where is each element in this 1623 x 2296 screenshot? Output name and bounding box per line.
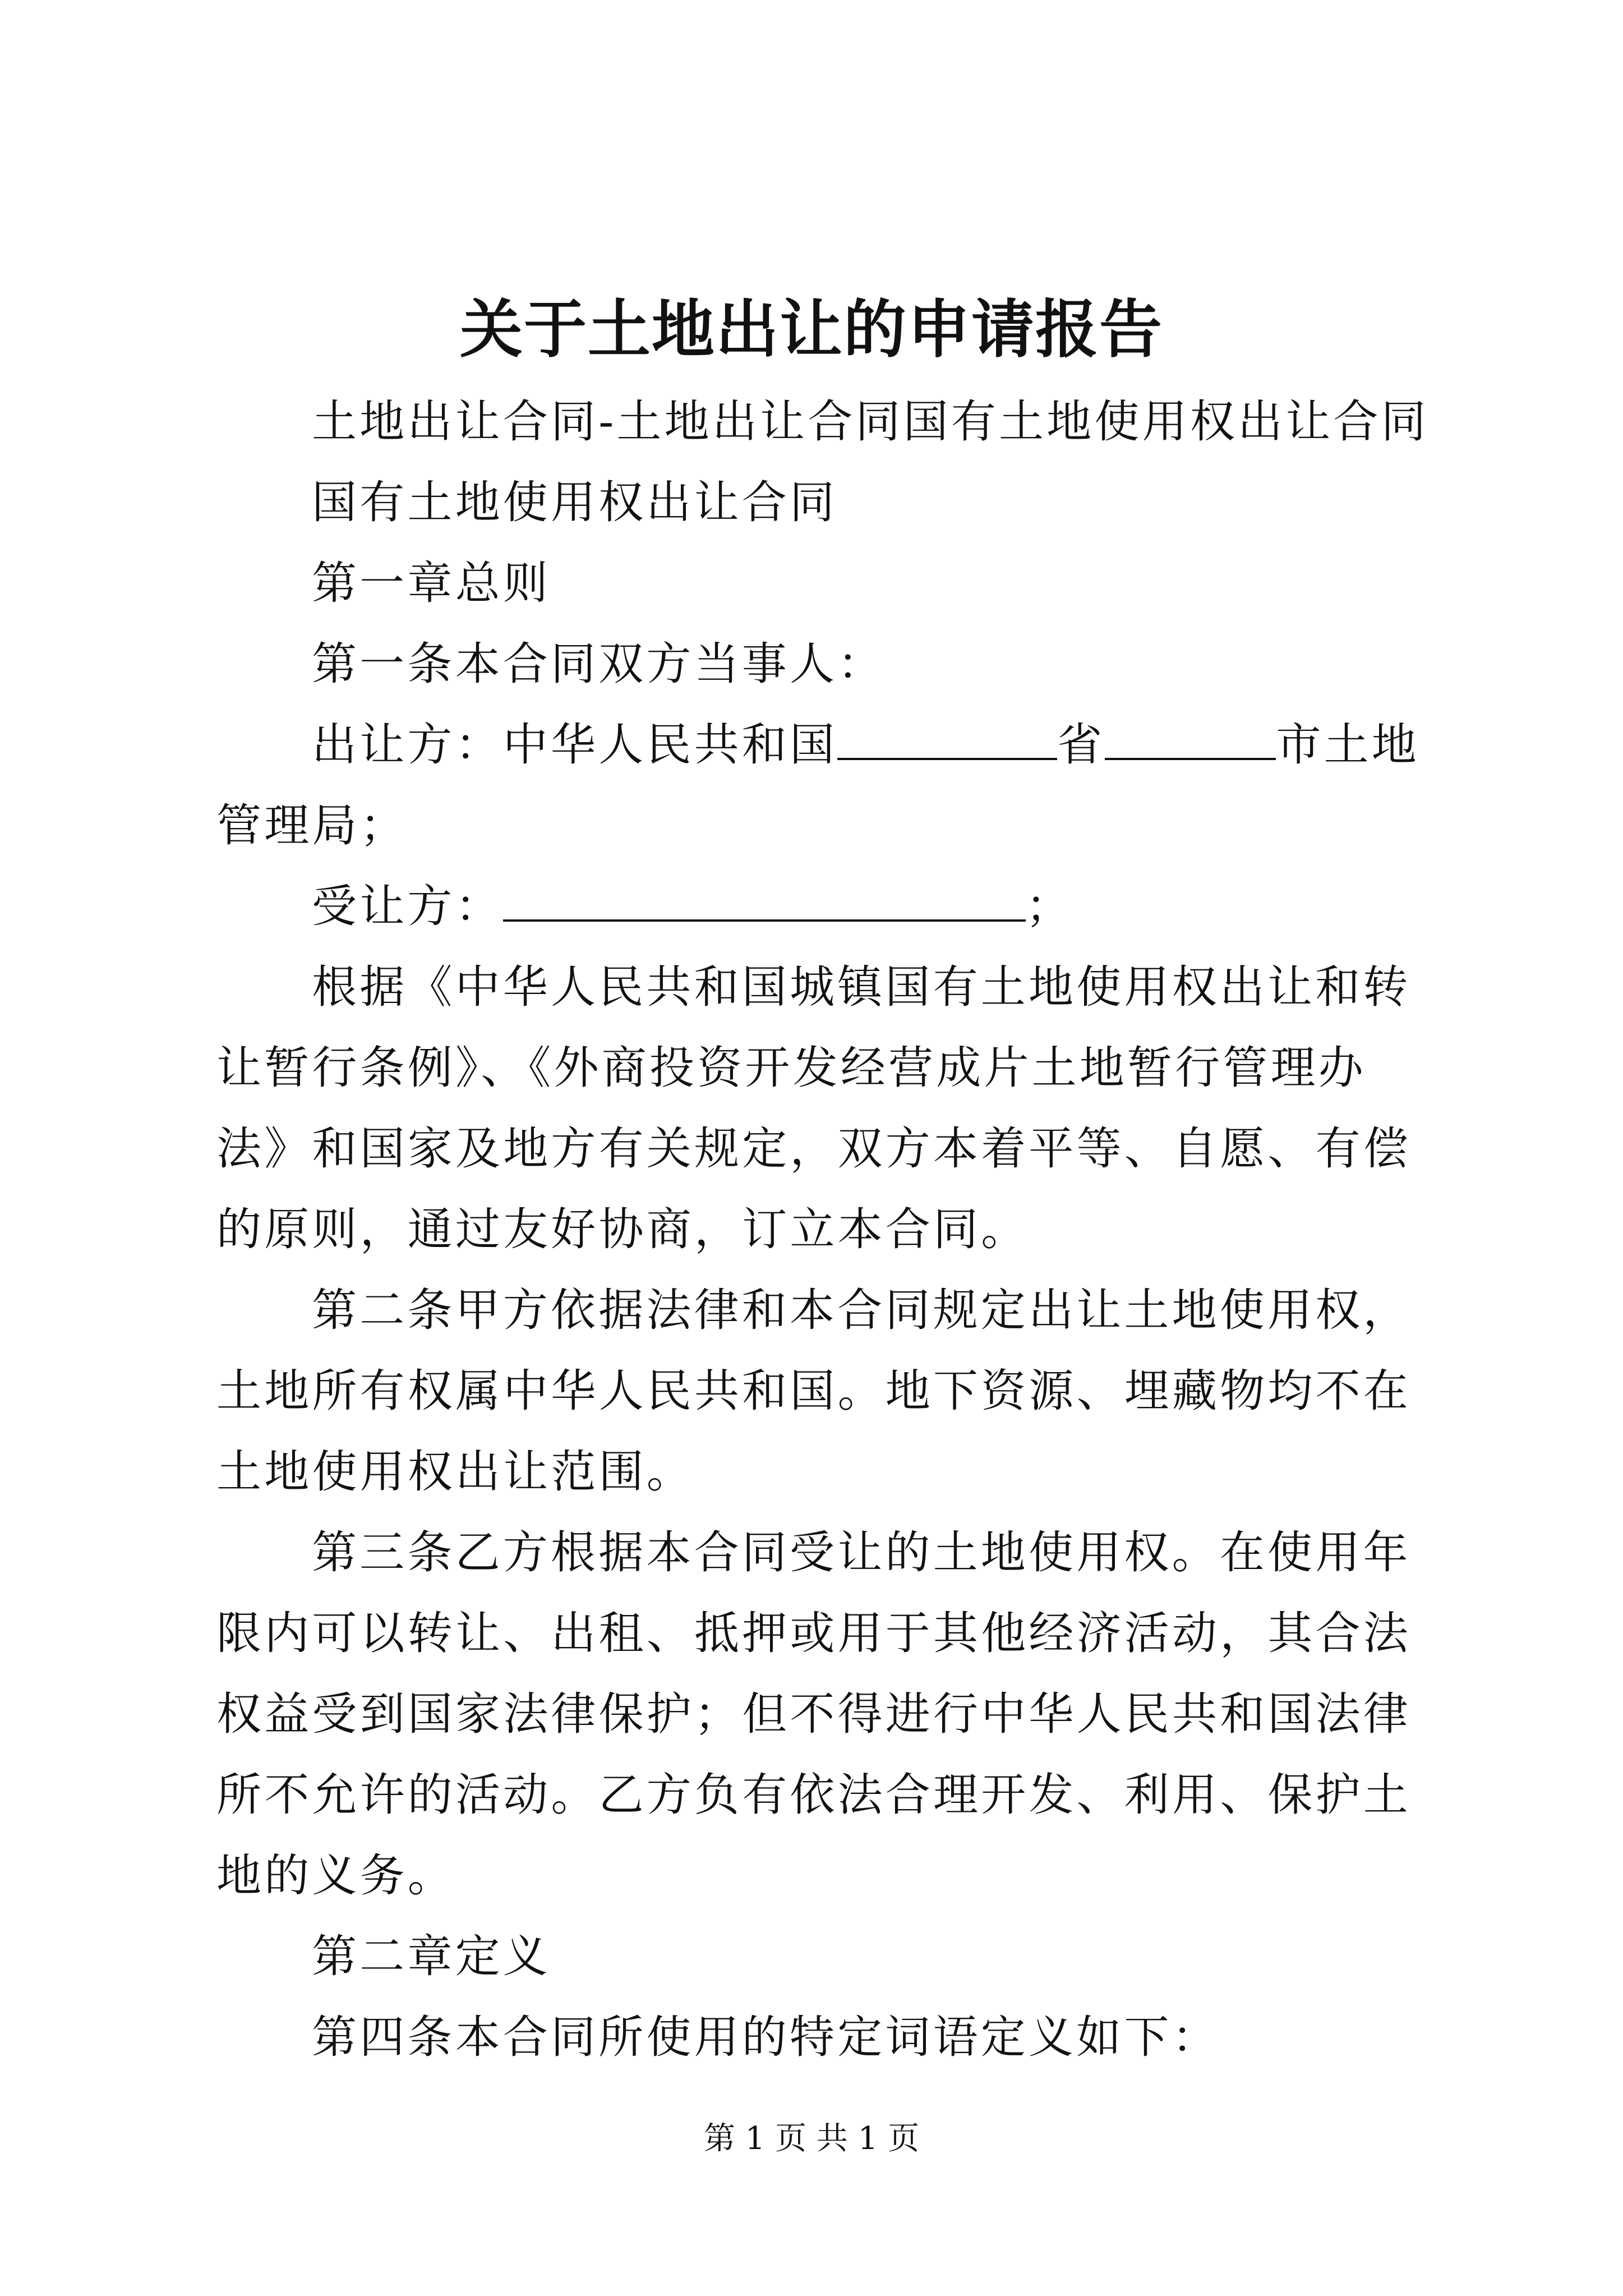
- article-3: 第三条乙方根据本合同受让的土地使用权。在使用年限内可以转让、出租、抵押或用于其他经济活动，其合法权益受到国家法律保护；但不得进行中华人民共和国法律所不允许的活动。乙方负有依法合理开发、利用、保护土地的义务。: [216, 1526, 1411, 1902]
- document-body: [216, 381, 1429, 2078]
- grantor-prefix: 出让方：中华人民共和国: [312, 719, 838, 771]
- grantee-suffix: ；: [1025, 880, 1074, 932]
- article-2: 第二条甲方依据法律和本合同规定出让土地使用权，土地所有权属中华人民共和国。地下资源、埋藏物均不在土地使用权出让范围。: [216, 1284, 1411, 1498]
- chapter-2-heading: 第二章定义: [312, 1930, 551, 1982]
- grantor-line: [216, 705, 1424, 866]
- province-blank: [837, 721, 1057, 760]
- chapter-1-heading: 第一章总则: [312, 557, 551, 609]
- grantor-province-label: 省: [1057, 719, 1105, 771]
- page-footer: 第 1 页 共 1 页: [703, 2120, 920, 2157]
- city-blank: [1105, 721, 1276, 760]
- basis-paragraph: 根据《中华人民共和国城镇国有土地使用权出让和转让暂行条例》、《外商投资开发经营成片土地暂行管理办法》和国家及地方有关规定，双方本着平等、自愿、有偿的原则，通过友好协商，订立本合同。: [216, 961, 1411, 1255]
- article-4: 第四条本合同所使用的特定词语定义如下：: [312, 2011, 1220, 2063]
- document-title: 关于土地出让的申请报告: [460, 293, 1163, 366]
- grantee-blank: [503, 882, 1026, 922]
- grantee-line: [216, 866, 1424, 947]
- subtitle-line: 土地出让合同-土地出让合同国有土地使用权出让合同: [312, 395, 1429, 448]
- grantee-prefix: 受让方：: [312, 880, 503, 932]
- article-1: 第一条本合同双方当事人：: [312, 638, 886, 690]
- contract-name: 国有土地使用权出让合同: [312, 476, 838, 528]
- grantor-suffix: 市土地管理局；: [216, 719, 1420, 852]
